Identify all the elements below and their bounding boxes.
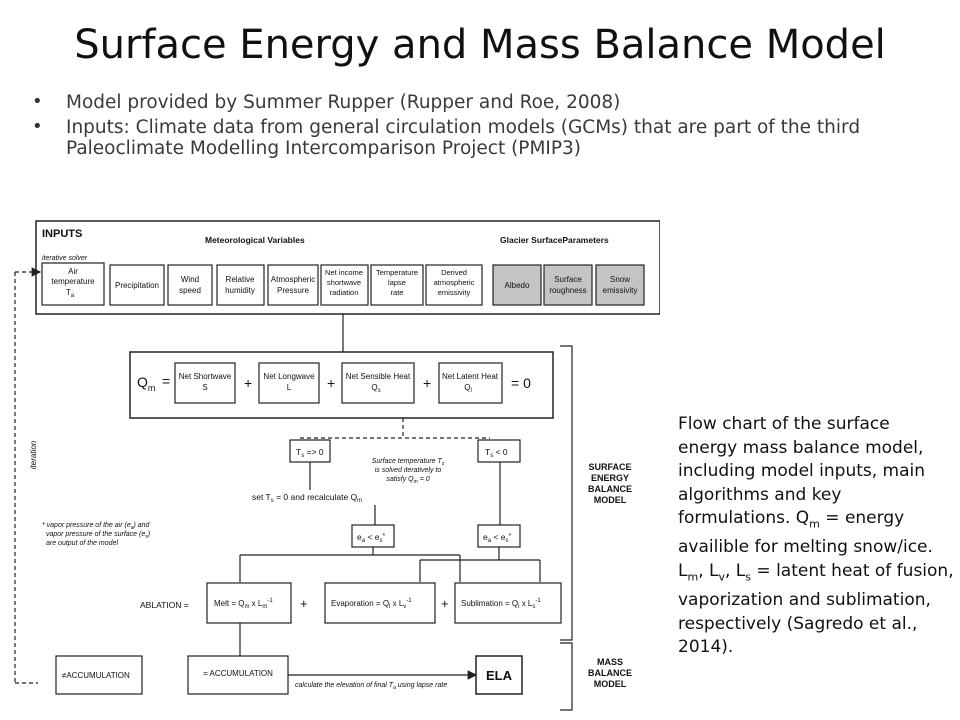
set-ts-recalculate: set $T_s = 0$ and recalculate $Q_m$ xyxy=(252,492,363,504)
nlw-line1: Net Longwave xyxy=(263,372,315,381)
svg-text:Sublimation = Ql x Ls-1: Sublimation = $Q_l$ x $L_s^{-1}$ xyxy=(461,598,541,610)
bullet-text: Model provided by Summer Rupper (Rupper and Roe, 2008) xyxy=(66,92,621,113)
iterative-solver-label: iterative solver xyxy=(42,255,88,262)
iteration-note-line2: is solved iteratively to xyxy=(374,467,442,474)
ap-line1: Atmospheric xyxy=(270,275,316,284)
net-latent-heat-box xyxy=(439,363,502,403)
nsw-line2: S xyxy=(202,383,208,392)
svg-text:ea < es*: $e_a < e_s^*$ xyxy=(357,532,386,544)
vapor-note-line1: * vapor pressure of the air $(e_a)$ and xyxy=(42,522,150,531)
se-line2: emissivity xyxy=(602,286,638,295)
bullet-list xyxy=(30,92,940,163)
sr-line1: Surface xyxy=(554,275,582,284)
seb-bracket xyxy=(560,346,572,640)
iteration-label: iteration xyxy=(29,440,38,470)
mb-model-line1: MASS xyxy=(596,657,624,667)
sublimation-box xyxy=(455,583,561,623)
snow-emissivity-box xyxy=(596,265,644,305)
seb-model-line3: BALANCE xyxy=(588,484,632,494)
bullet-item xyxy=(30,117,940,159)
not-accumulation-box xyxy=(56,656,142,694)
nlw-line2: L xyxy=(286,383,292,392)
eq-accumulation-label: = ACCUMULATION xyxy=(203,669,273,678)
equals-sign: = xyxy=(162,373,171,389)
tlr-line3: rate xyxy=(390,288,404,297)
plus-sign: + xyxy=(300,596,308,611)
plus-sign: + xyxy=(244,375,253,391)
nisw-line2: shortwave xyxy=(326,278,362,287)
page-title: Surface Energy and Mass Balance Model xyxy=(74,22,886,68)
plus-sign: + xyxy=(327,375,336,391)
evaporation-box xyxy=(325,583,435,623)
de-line3: emissivity xyxy=(437,288,471,297)
nlh-line2: $Q_l$ xyxy=(464,383,472,394)
nisw-line1: Net income xyxy=(325,268,363,277)
air-temp-line3: $T_a$ xyxy=(65,288,75,299)
wind-line2: speed xyxy=(179,286,201,295)
vapor-note-line2: vapor pressure of the surface $(e_s)$ xyxy=(46,531,151,540)
melt-box xyxy=(207,583,291,623)
surface-roughness-box xyxy=(544,265,592,305)
mb-bracket xyxy=(560,643,572,710)
rh-line1: Relative xyxy=(225,275,255,284)
svg-text:Ts => 0: $T_s => 0$ xyxy=(296,447,324,459)
vapor-note-line3: are output of the model xyxy=(46,540,118,547)
bullet-item xyxy=(30,92,940,113)
figure-caption: Flow chart of the surface energy mass balance model, including model inputs, main algorithms and key formulations. $Q_m$ = energy availible for melting snow/ice. $L_m$, $L_v$, $L_s$ = latent heat of fusion, vaporization and sublimation, respectively (Sagredo et al., 2014). xyxy=(678,414,954,658)
air-temp-line1: Air xyxy=(68,267,78,276)
air-temperature-box xyxy=(42,263,104,305)
net-sensible-heat-box xyxy=(342,363,414,403)
bullet-dot: • xyxy=(32,91,43,112)
de-line2: atmospheric xyxy=(433,278,475,287)
equals-zero: = 0 xyxy=(511,375,531,391)
nisw-line3: radiation xyxy=(329,288,359,297)
ela-box xyxy=(476,656,522,694)
nsw-line1: Net Shortwave xyxy=(178,372,232,381)
iteration-note-line3: satisfy $Q_m = 0$ xyxy=(386,476,430,485)
nsh-line2: $Q_s$ xyxy=(371,383,381,394)
flow-chart xyxy=(0,210,660,720)
bullet-dot: • xyxy=(32,116,43,137)
tlr-line2: lapse xyxy=(388,278,406,287)
net-income-shortwave-box xyxy=(321,265,368,305)
rh-line2: humidity xyxy=(225,286,255,295)
plus-sign: + xyxy=(441,596,449,611)
iteration-note-line1: Surface temperature $T_s$ xyxy=(371,458,445,467)
seb-model-line1: SURFACE xyxy=(588,462,632,472)
svg-text:Melt = Qm x Lm-1: Melt = $Q_m$ x $L_m^{-1}$ xyxy=(214,598,273,610)
nsh-line1: Net Sensible Heat xyxy=(345,372,411,381)
eq-accumulation-box xyxy=(188,656,288,694)
bullet-text: Inputs: Climate data from general circulation models (GCMs) that are part of the third Paleoclimate Modelling Intercomparison Project (PMIP3) xyxy=(66,117,861,159)
ts-ge-zero-box xyxy=(290,440,330,462)
de-line1: Derived xyxy=(441,268,467,277)
wind-line1: Wind xyxy=(180,275,200,284)
precipitation-label: Precipitation xyxy=(114,281,160,290)
air-temp-line2: temperature xyxy=(51,277,95,286)
svg-text:Evaporation = Ql x Lv-1: Evaporation = $Q_l$ x $L_v^{-1}$ xyxy=(331,598,412,610)
vapor-compare-box-left xyxy=(352,525,394,547)
mb-model-line3: MODEL xyxy=(593,679,627,689)
meteorological-variables-title: Meteorological Variables xyxy=(205,235,305,245)
derived-emissivity-box xyxy=(426,265,482,305)
svg-text:Ts < 0: $T_s < 0$ xyxy=(485,447,508,459)
qm-label: $Q_m$ xyxy=(137,374,156,393)
ela-label: ELA xyxy=(486,668,512,683)
se-line1: Snow xyxy=(609,275,631,284)
relative-humidity-box xyxy=(217,265,264,305)
precipitation-box xyxy=(110,265,164,305)
plus-sign: + xyxy=(423,375,432,391)
mb-model-line2: BALANCE xyxy=(588,668,632,678)
atmospheric-pressure-box xyxy=(268,265,318,305)
ap-line2: Pressure xyxy=(276,286,310,295)
vapor-compare-box-right xyxy=(478,525,520,547)
glacier-surface-parameters-title: Glacier SurfaceParameters xyxy=(500,235,609,245)
seb-model-line2: ENERGY xyxy=(590,473,630,483)
ablation-label: ABLATION = xyxy=(140,600,189,610)
nlh-line1: Net Latent Heat xyxy=(441,372,499,381)
calc-ela-note: calculate the elevation of final $T_a$ using lapse rate xyxy=(295,682,448,691)
albedo-label: Albedo xyxy=(504,281,530,290)
inputs-title: INPUTS xyxy=(42,228,83,240)
tlr-line1: Temperature xyxy=(375,268,419,277)
albedo-box xyxy=(493,265,541,305)
ts-lt-zero-box xyxy=(478,440,520,462)
svg-text:ea < es*: $e_a < e_s^*$ xyxy=(483,532,512,544)
sr-line2: roughness xyxy=(549,286,587,295)
svg-text:≠ACCUMULATION: ≠ACCUMULATION xyxy=(62,671,130,680)
net-longwave-box xyxy=(259,363,319,403)
wind-speed-box xyxy=(168,265,212,305)
seb-model-line4: MODEL xyxy=(593,495,627,505)
temperature-lapse-rate-box xyxy=(371,265,423,305)
net-shortwave-box xyxy=(175,363,235,403)
